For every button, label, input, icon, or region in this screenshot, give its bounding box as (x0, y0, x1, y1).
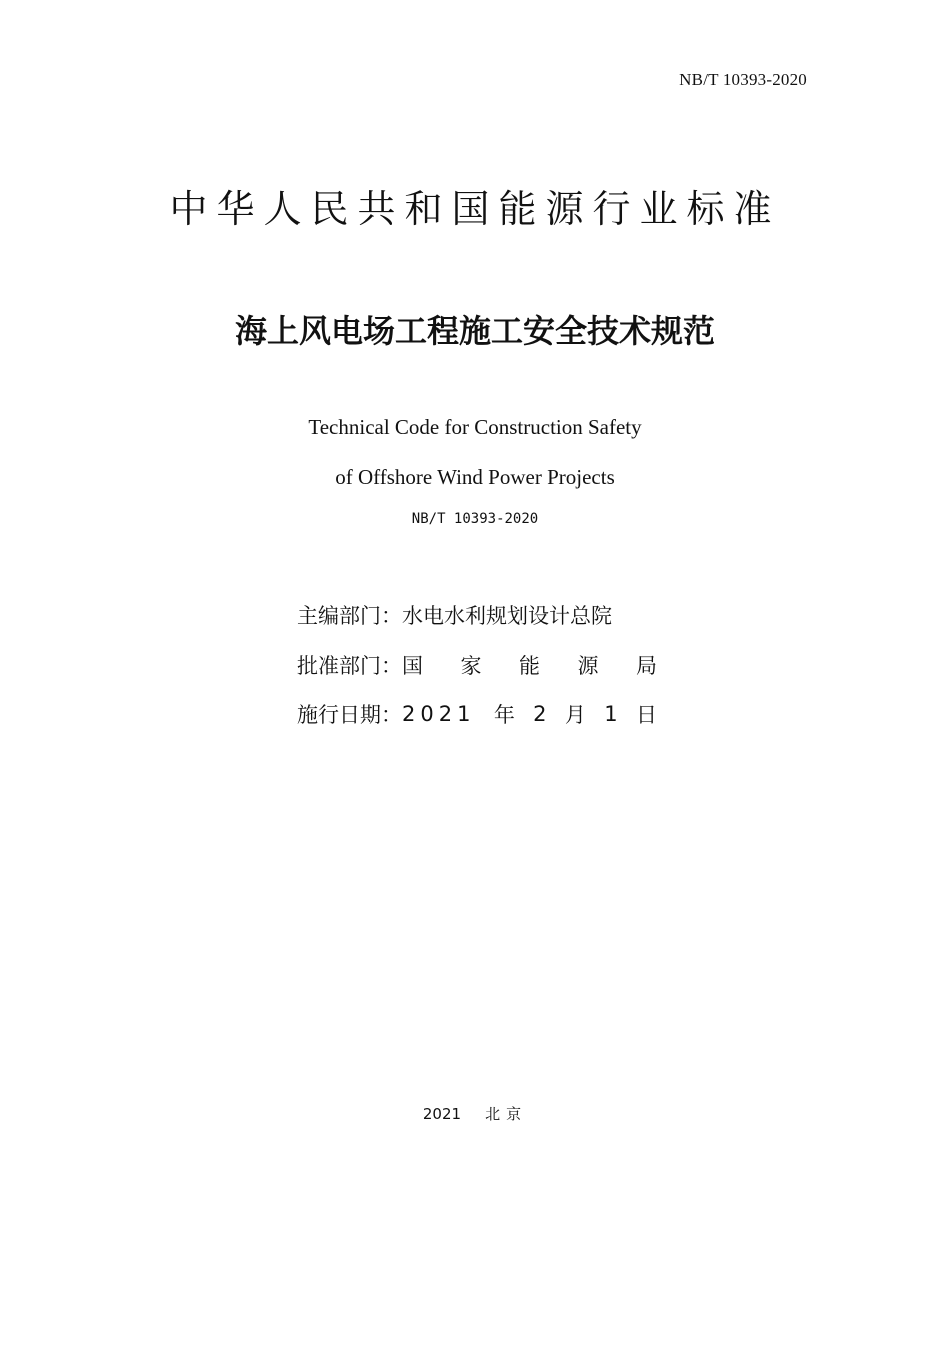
footer-year: 2021 (422, 1105, 462, 1123)
approver-row (297, 650, 657, 680)
footer-city: 北京 (485, 1105, 528, 1123)
date-year: 2021 (402, 702, 476, 726)
industry-standard-title: 中华人民共和国能源行业标准 (169, 187, 781, 231)
effective-date-row (297, 699, 657, 729)
approver-char: 家 (460, 654, 482, 678)
approver-char: 源 (577, 654, 599, 678)
date-year-unit: 年 (493, 703, 515, 727)
effective-date-value (402, 699, 657, 729)
date-month-unit: 月 (564, 703, 586, 727)
chinese-document-title: 海上风电场工程施工安全技术规范 (234, 312, 715, 350)
english-title-line-2: of Offshore Wind Power Projects (335, 465, 615, 489)
date-month: 2 (533, 702, 547, 726)
editor-value: 水电水利规划设计总院 (402, 604, 612, 628)
approver-value (402, 650, 657, 680)
approver-char: 国 (402, 654, 423, 678)
approver-char: 局 (636, 654, 657, 678)
standard-number-subtitle: NB/T 10393-2020 (411, 511, 539, 527)
publication-footer (0, 1103, 950, 1124)
editor-row (297, 600, 657, 630)
approver-char: 能 (519, 654, 540, 678)
standard-number-header: NB/T 10393-2020 (679, 70, 807, 89)
effective-date-label: 施行日期： (297, 703, 402, 727)
approver-label: 批准部门： (297, 654, 402, 678)
date-day: 1 (604, 702, 618, 726)
editor-label: 主编部门： (297, 604, 402, 628)
english-title-line-1: Technical Code for Construction Safety (308, 415, 642, 439)
date-day-unit: 日 (636, 703, 657, 727)
